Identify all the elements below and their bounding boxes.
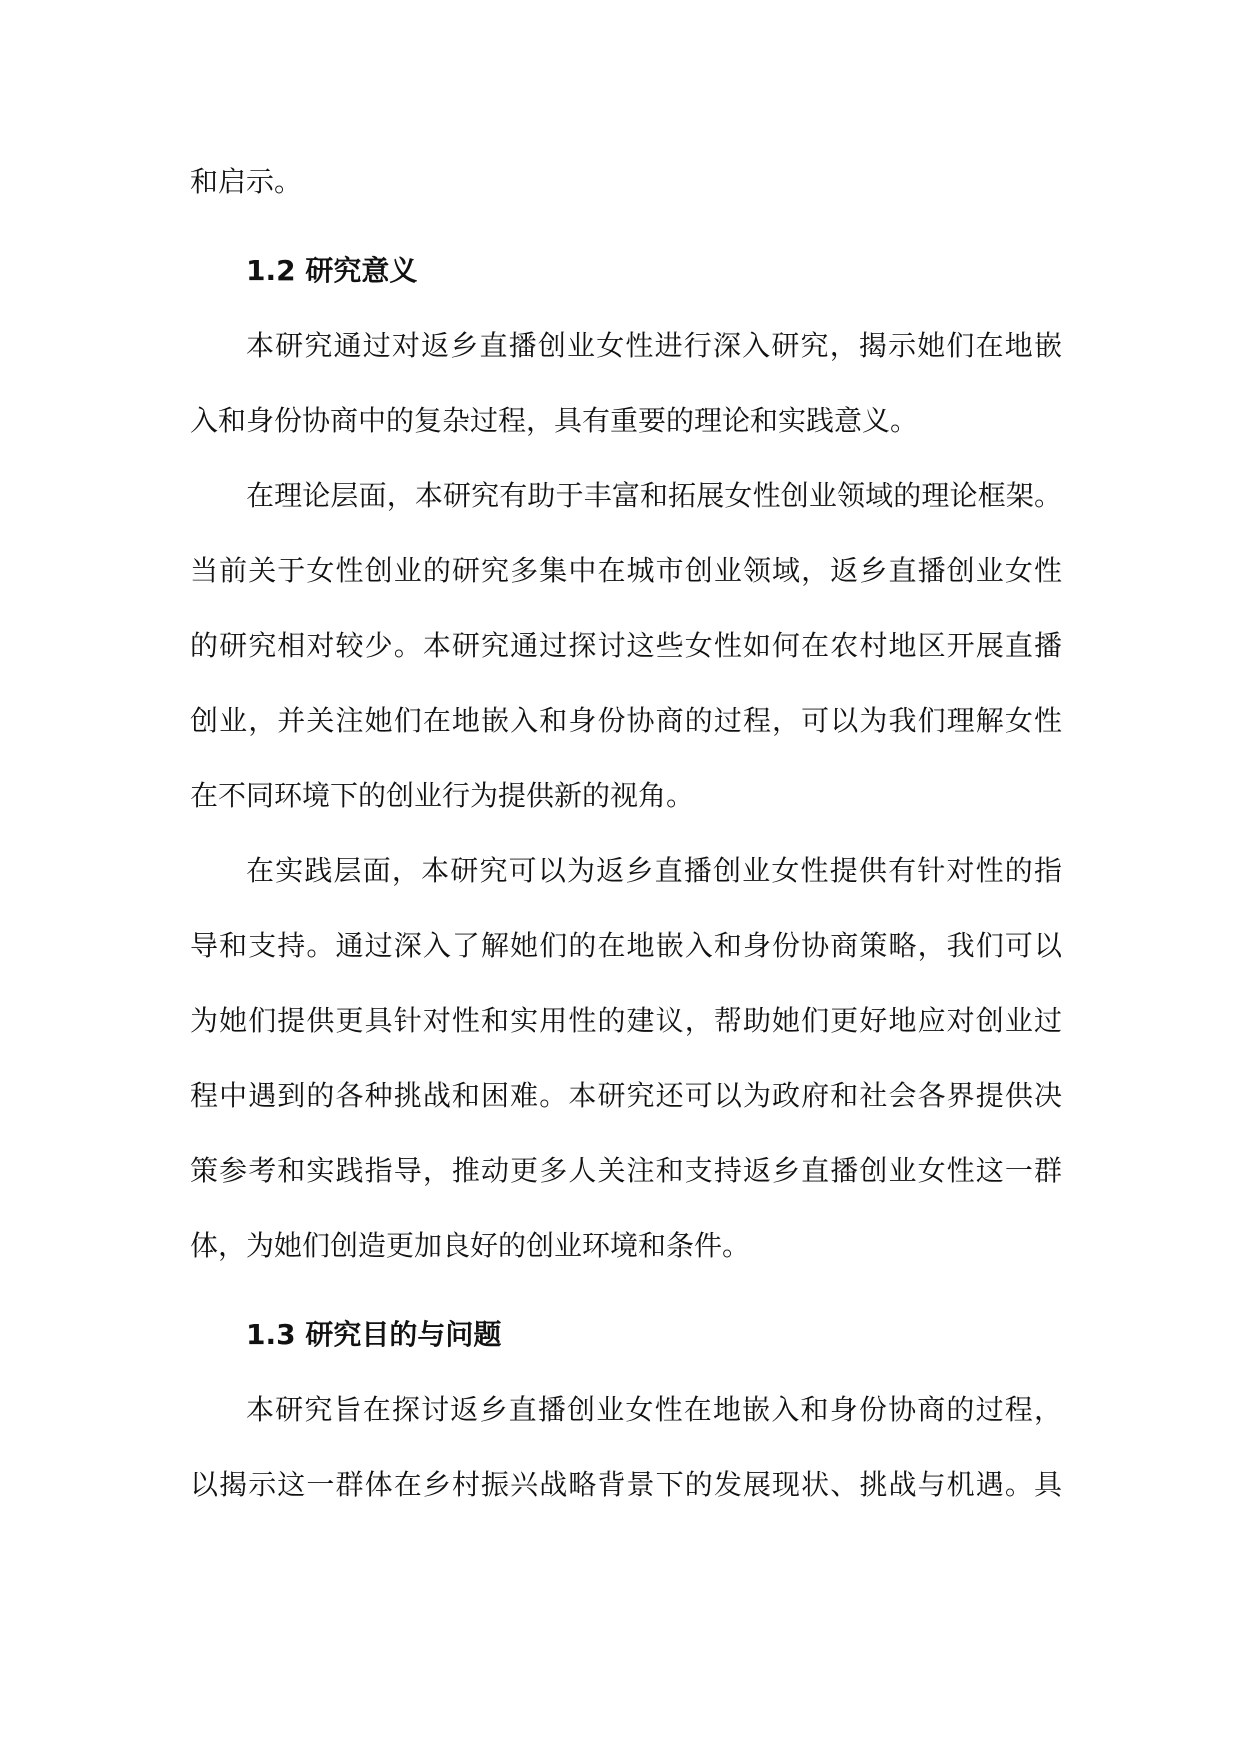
paragraph-line: 以揭示这一群体在乡村振兴战略背景下的发展现状、挑战与机遇。具	[190, 1468, 1062, 1501]
section-heading-1-2: 1.2 研究意义	[246, 254, 418, 287]
paragraph-line: 在理论层面，本研究有助于丰富和拓展女性创业领域的理论框架。	[246, 479, 1062, 512]
paragraph-line: 本研究旨在探讨返乡直播创业女性在地嵌入和身份协商的过程，	[246, 1393, 1062, 1426]
paragraph-line: 本研究通过对返乡直播创业女性进行深入研究，揭示她们在地嵌	[246, 329, 1062, 362]
paragraph-line: 创业，并关注她们在地嵌入和身份协商的过程，可以为我们理解女性	[190, 704, 1062, 737]
paragraph-line: 和启示。	[190, 165, 303, 198]
paragraph-line: 策参考和实践指导，推动更多人关注和支持返乡直播创业女性这一群	[190, 1154, 1062, 1187]
paragraph-line: 入和身份协商中的复杂过程，具有重要的理论和实践意义。	[190, 404, 919, 437]
document-body	[190, 144, 1062, 1522]
paragraph-line: 导和支持。通过深入了解她们的在地嵌入和身份协商策略，我们可以	[190, 929, 1062, 962]
section-heading-1-3: 1.3 研究目的与问题	[246, 1318, 502, 1351]
paragraph-line: 在不同环境下的创业行为提供新的视角。	[190, 779, 695, 812]
paragraph-line: 的研究相对较少。本研究通过探讨这些女性如何在农村地区开展直播	[190, 629, 1062, 662]
paragraph-line: 程中遇到的各种挑战和困难。本研究还可以为政府和社会各界提供决	[190, 1079, 1062, 1112]
paragraph-theoretical-significance	[190, 458, 1062, 833]
paragraph-research-significance-intro	[190, 308, 1062, 458]
paragraph-line: 当前关于女性创业的研究多集中在城市创业领域，返乡直播创业女性	[190, 554, 1062, 587]
paragraph-research-purpose	[190, 1372, 1062, 1522]
paragraph-line: 在实践层面，本研究可以为返乡直播创业女性提供有针对性的指	[246, 854, 1062, 887]
paragraph-practical-significance	[190, 833, 1062, 1283]
paragraph-line: 为她们提供更具针对性和实用性的建议，帮助她们更好地应对创业过	[190, 1004, 1062, 1037]
paragraph-line: 体，为她们创造更加良好的创业环境和条件。	[190, 1229, 751, 1262]
